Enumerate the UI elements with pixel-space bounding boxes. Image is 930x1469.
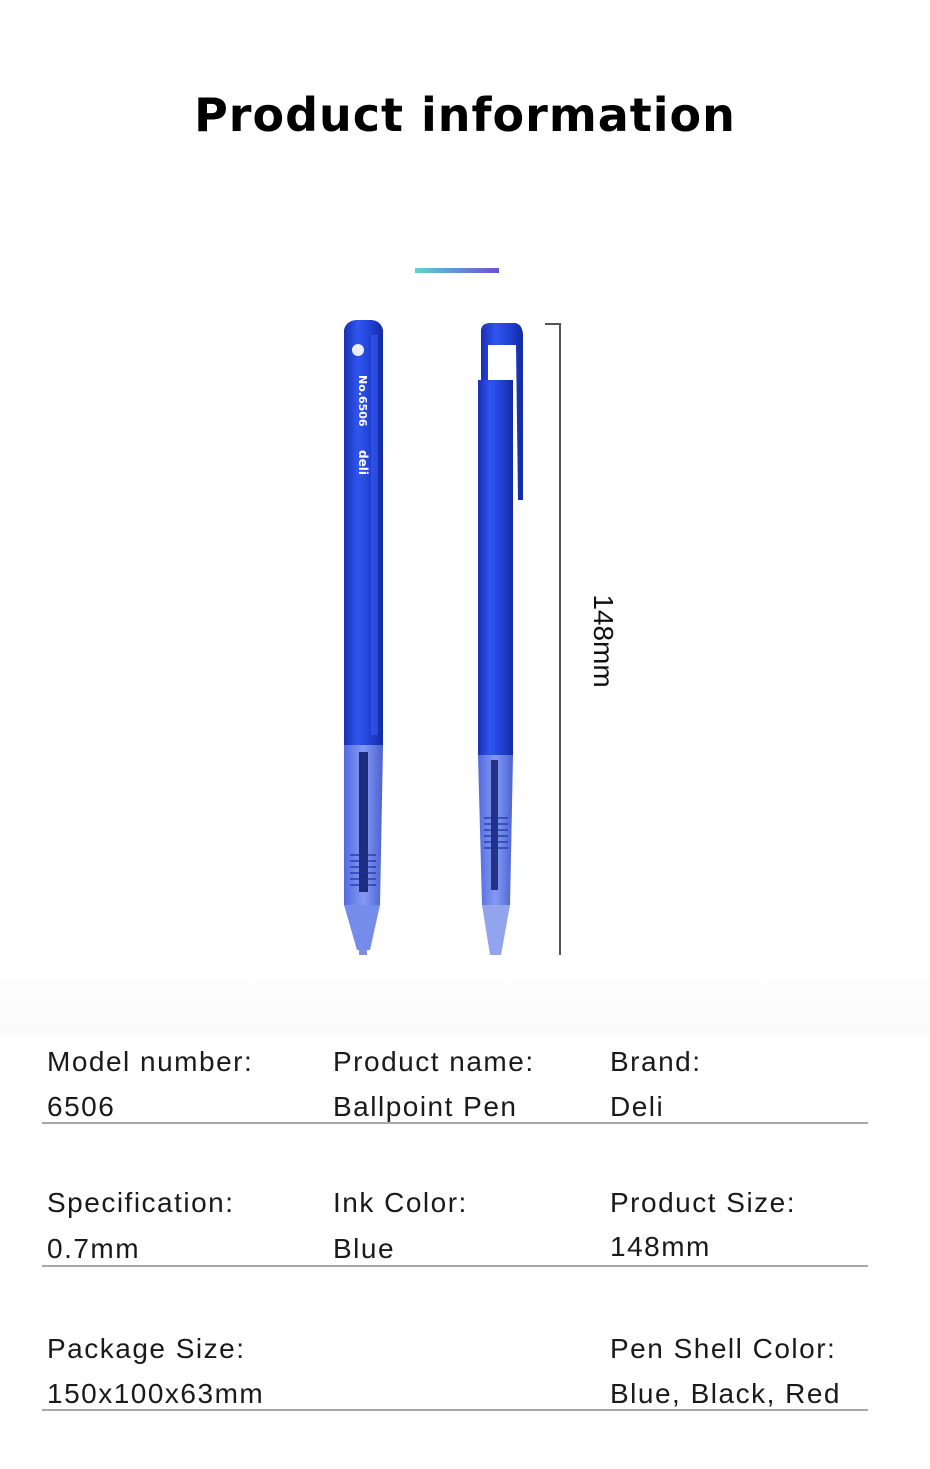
spec-label-brand: Brand: [610, 1046, 702, 1077]
spec-label-specification: Specification: [47, 1187, 235, 1218]
page-title: Product information [194, 88, 736, 142]
row-divider-3 [42, 1409, 868, 1411]
spec-value-package-size: 150x100x63mm [47, 1378, 265, 1409]
row-divider-2 [42, 1265, 868, 1267]
spec-label-package-size: Package Size: [47, 1333, 246, 1364]
spec-label-product-name: Product name: [333, 1046, 535, 1077]
spec-value-product-name: Ballpoint Pen [333, 1091, 518, 1122]
pen-front-brand-text: deli [356, 450, 370, 475]
spec-label-ink-color: Ink Color: [333, 1187, 468, 1218]
spec-label-product-size: Product Size: [610, 1187, 797, 1218]
spec-value-model-number: 6506 [47, 1091, 116, 1122]
spec-value-ink-color: Blue [333, 1233, 396, 1264]
spec-value-pen-shell-color: Blue, Black, Red [610, 1378, 841, 1409]
spec-value-brand: Deli [610, 1091, 665, 1122]
dimension-text: 148mm [588, 594, 619, 688]
row-divider-1 [42, 1122, 868, 1124]
pen-front-model-text: No.6506 [356, 375, 369, 427]
spec-label-model-number: Model number: [47, 1046, 254, 1077]
spec-value-specification: 0.7mm [47, 1233, 141, 1264]
spec-value-product-size: 148mm [610, 1231, 711, 1262]
spec-label-pen-shell-color: Pen Shell Color: [610, 1333, 837, 1364]
